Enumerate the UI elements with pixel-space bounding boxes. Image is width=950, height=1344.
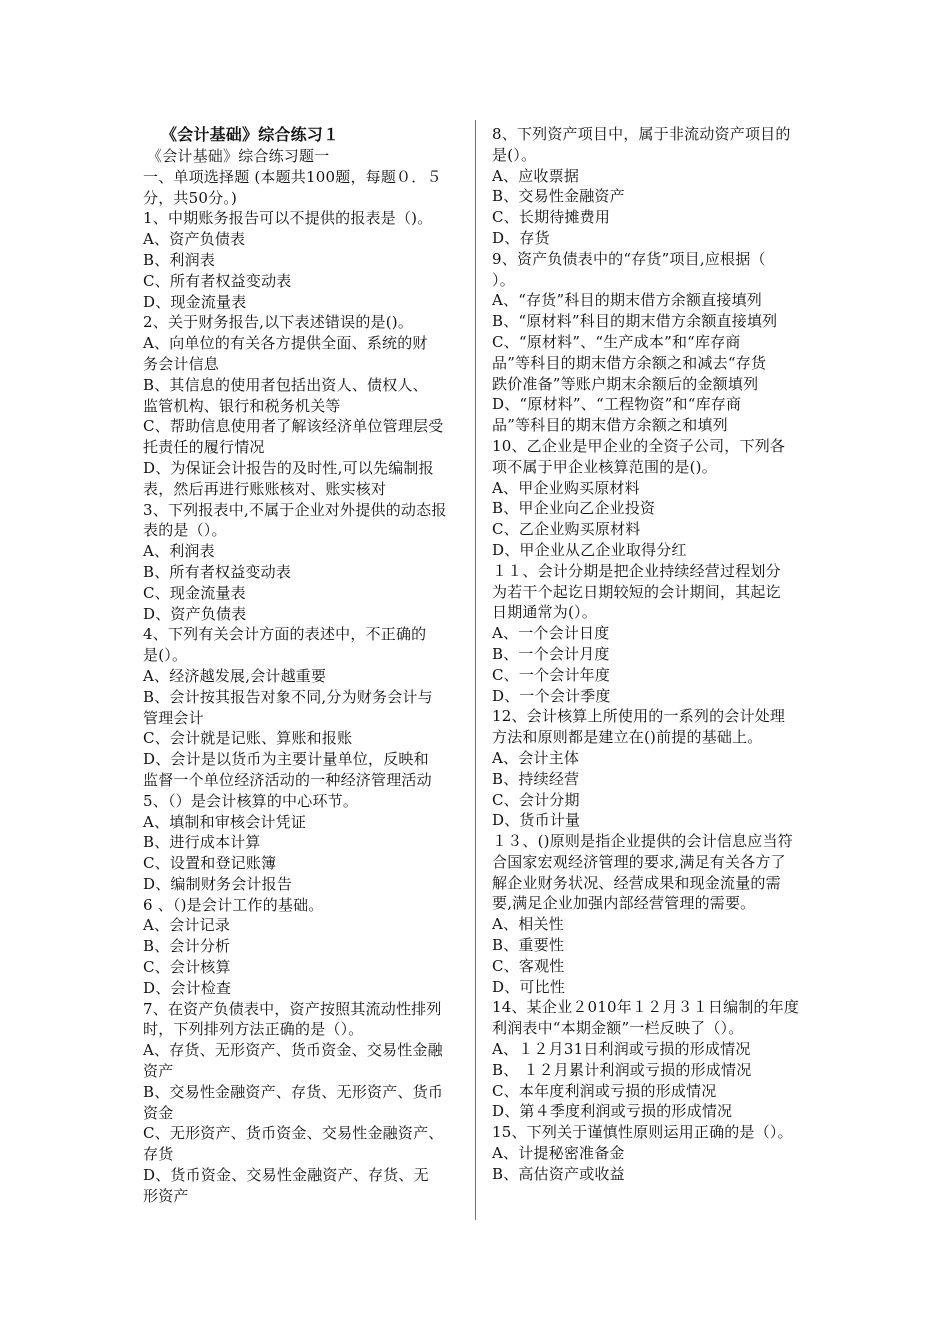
text-line: B、高估资产或收益 xyxy=(492,1164,625,1183)
right-column xyxy=(492,124,812,1185)
text-line: 1、中期账务报告可以不提供的报表是（)。 xyxy=(143,209,433,228)
text-line: １３、()原则是指企业提供的会计信息应当符 xyxy=(492,832,793,851)
text-line: B、 １２月累计利润或亏损的形成情况 xyxy=(492,1060,752,1079)
text-line: D、存货 xyxy=(492,228,550,247)
text-line: A、会计记录 xyxy=(143,916,231,935)
text-line: D、货币资金、交易性金融资产、存货、无 xyxy=(143,1166,429,1185)
text-line: B、所有者权益变动表 xyxy=(143,562,292,581)
text-line: 14、某企业２010年１２月３１日编制的年度 xyxy=(492,998,800,1017)
text-line: 一、单项选择题 (本题共100题，每题０．５ xyxy=(143,167,442,186)
text-line: 4、下列有关会计方面的表述中，不正确的 xyxy=(143,625,427,644)
text-line: C、会计就是记账、算账和报账 xyxy=(143,729,353,748)
text-line: B、交易性金融资产 xyxy=(492,187,625,206)
text-line: D、甲企业从乙企业取得分红 xyxy=(492,540,687,559)
text-line: 时，下列排列方法正确的是（）。 xyxy=(143,1020,364,1039)
text-line: D、资产负债表 xyxy=(143,604,247,623)
text-line: A、相关性 xyxy=(492,915,564,934)
text-line: B、其信息的使用者包括出资人、债权人、 xyxy=(143,375,428,394)
text-line: 分，共50分。) xyxy=(143,188,238,207)
text-line: B、“原材料”科目的期末借方余额直接填列 xyxy=(492,312,778,331)
text-line: 形资产 xyxy=(143,1186,189,1205)
text-line: 要,满足企业加强内部经营管理的需要。 xyxy=(492,894,756,913)
text-line: 资金 xyxy=(143,1103,174,1122)
text-line: A、应收票据 xyxy=(492,166,580,185)
text-line: 是(）。 xyxy=(492,145,537,164)
text-line: A、向单位的有关各方提供全面、系统的财 xyxy=(143,334,428,353)
text-line: 品”等科目的期末借方余额之和减去“存货 xyxy=(492,353,767,372)
text-line: 3、下列报表中,不属于企业对外提供的动态报 xyxy=(143,500,447,519)
text-line: D、为保证会计报告的及时性,可以先编制报 xyxy=(143,458,434,477)
text-line: A、资产负债表 xyxy=(143,230,246,249)
text-line: B、甲企业向乙企业投资 xyxy=(492,499,656,518)
text-line: D、第４季度利润或亏损的形成情况 xyxy=(492,1102,733,1121)
text-line: B、重要性 xyxy=(492,936,565,955)
text-line: 托责任的履行情况 xyxy=(143,438,265,457)
text-line: C、客观性 xyxy=(492,956,565,975)
text-line: 9、资产负债表中的“存货”项目,应根据（ xyxy=(492,249,766,268)
text-line: 跌价准备”等账户期末余额后的金额填列 xyxy=(492,374,759,393)
text-line: C、本年度利润或亏损的形成情况 xyxy=(492,1081,717,1100)
text-line: 解企业财务状况、经营成果和现金流量的需 xyxy=(492,873,781,892)
text-line: 利润表中“本期金额”一栏反映了（）。 xyxy=(492,1019,744,1038)
text-line: A、会计主体 xyxy=(492,748,580,767)
text-line: A、存货、无形资产、货币资金、交易性金融 xyxy=(143,1041,443,1060)
right-question-list xyxy=(492,124,812,1185)
text-line: B、持续经营 xyxy=(492,769,580,788)
text-line: 10、乙企业是甲企业的全资子公司，下列各 xyxy=(492,436,786,455)
text-line: A、利润表 xyxy=(143,542,215,561)
text-line: C、设置和登记账簿 xyxy=(143,854,277,873)
text-line: D、可比性 xyxy=(492,977,566,996)
text-line: 表的是（）。 xyxy=(143,521,227,540)
text-line: C、“原材料”、“生产成本”和“库存商 xyxy=(492,332,741,351)
text-line: 2、关于财务报告,以下表述错误的是()。 xyxy=(143,313,414,332)
text-line: 8、下列资产项目中，属于非流动资产项目的 xyxy=(492,125,791,143)
text-line: 品”等科目的期末借方余额之和填列 xyxy=(492,416,728,435)
text-line: C、一个会计年度 xyxy=(492,665,611,684)
text-line: 表，然后再进行账账核对、账实核对 xyxy=(143,479,387,498)
text-line: D、编制财务会计报告 xyxy=(143,874,293,893)
text-line: 务会计信息 xyxy=(143,354,220,373)
page-title: 《会计基础》综合练习１ xyxy=(161,125,340,144)
text-line: 12、会计核算上所使用的一系列的会计处理 xyxy=(492,707,786,726)
text-line: B、利润表 xyxy=(143,250,216,269)
text-line: C、长期待摊费用 xyxy=(492,208,611,227)
text-line: C、会计核算 xyxy=(143,958,231,977)
text-line: C、会计分期 xyxy=(492,790,580,809)
text-line: １１、会计分期是把企业持续经营过程划分 xyxy=(492,561,781,580)
text-line: 管理会计 xyxy=(143,708,204,727)
text-line: D、“原材料”、“工程物资”和“库存商 xyxy=(492,395,742,414)
text-line: B、进行成本计算 xyxy=(143,833,261,852)
text-line: A、一个会计日度 xyxy=(492,624,610,643)
text-line: 是(）。 xyxy=(143,646,188,665)
text-line: 方法和原则都是建立在()前提的基础上。 xyxy=(492,728,763,747)
text-line: B、交易性金融资产、存货、无形资产、货币 xyxy=(143,1082,444,1101)
text-line: D、会计检查 xyxy=(143,978,232,997)
text-line: 合国家宏观经济管理的要求,满足有关各方了 xyxy=(492,852,786,871)
text-line: C、现金流量表 xyxy=(143,583,246,602)
left-question-list xyxy=(143,167,463,1207)
text-line: A、经济越发展,会计越重要 xyxy=(143,666,327,685)
text-line: C、所有者权益变动表 xyxy=(143,271,292,290)
text-line: A、计提秘密准备金 xyxy=(492,1144,625,1163)
text-line: C、帮助信息使用者了解该经济单位管理层受 xyxy=(143,417,444,436)
text-line: D、会计是以货币为主要计量单位，反映和 xyxy=(143,750,429,769)
text-line: 6 、（)是会计工作的基础。 xyxy=(143,895,324,914)
text-line: A、甲企业购买原材料 xyxy=(492,478,640,497)
text-line: 15、下列关于谨慎性原则运用正确的是（）。 xyxy=(492,1123,793,1142)
text-line: 5、（）是会计核算的中心环节。 xyxy=(143,791,359,810)
text-line: B、会计分析 xyxy=(143,937,231,956)
column-divider xyxy=(475,120,476,1220)
text-line: D、一个会计季度 xyxy=(492,686,611,705)
text-line: C、乙企业购买原材料 xyxy=(492,520,641,539)
text-line: ）。 xyxy=(492,270,515,289)
text-line: D、现金流量表 xyxy=(143,292,247,311)
text-line: A、１２月31日利润或亏损的形成情况 xyxy=(492,1040,751,1059)
text-line: B、会计按其报告对象不同,分为财务会计与 xyxy=(143,687,433,706)
text-line: 监督一个单位经济活动的一种经济管理活动 xyxy=(143,770,432,789)
text-line: 资产 xyxy=(143,1062,174,1081)
text-line: 日期通常为(）。 xyxy=(492,603,597,622)
text-line: 项不属于甲企业核算范围的是()。 xyxy=(492,457,717,476)
left-column xyxy=(143,124,463,1207)
text-line: A、填制和审核会计凭证 xyxy=(143,812,307,831)
text-line: B、一个会计月度 xyxy=(492,644,610,663)
text-line: 为若干个起讫日期较短的会计期间，其起讫 xyxy=(492,582,781,601)
text-line: D、货币计量 xyxy=(492,811,581,830)
page-subtitle: 《会计基础》综合练习题一 xyxy=(147,147,330,165)
text-line: 存货 xyxy=(143,1145,174,1164)
text-line: 监管机构、银行和税务机关等 xyxy=(143,396,341,415)
text-line: C、无形资产、货币资金、交易性金融资产、 xyxy=(143,1124,444,1143)
text-line: 7、在资产负债表中，资产按照其流动性排列 xyxy=(143,999,442,1018)
text-line: A、“存货”科目的期末借方余额直接填列 xyxy=(492,291,762,310)
